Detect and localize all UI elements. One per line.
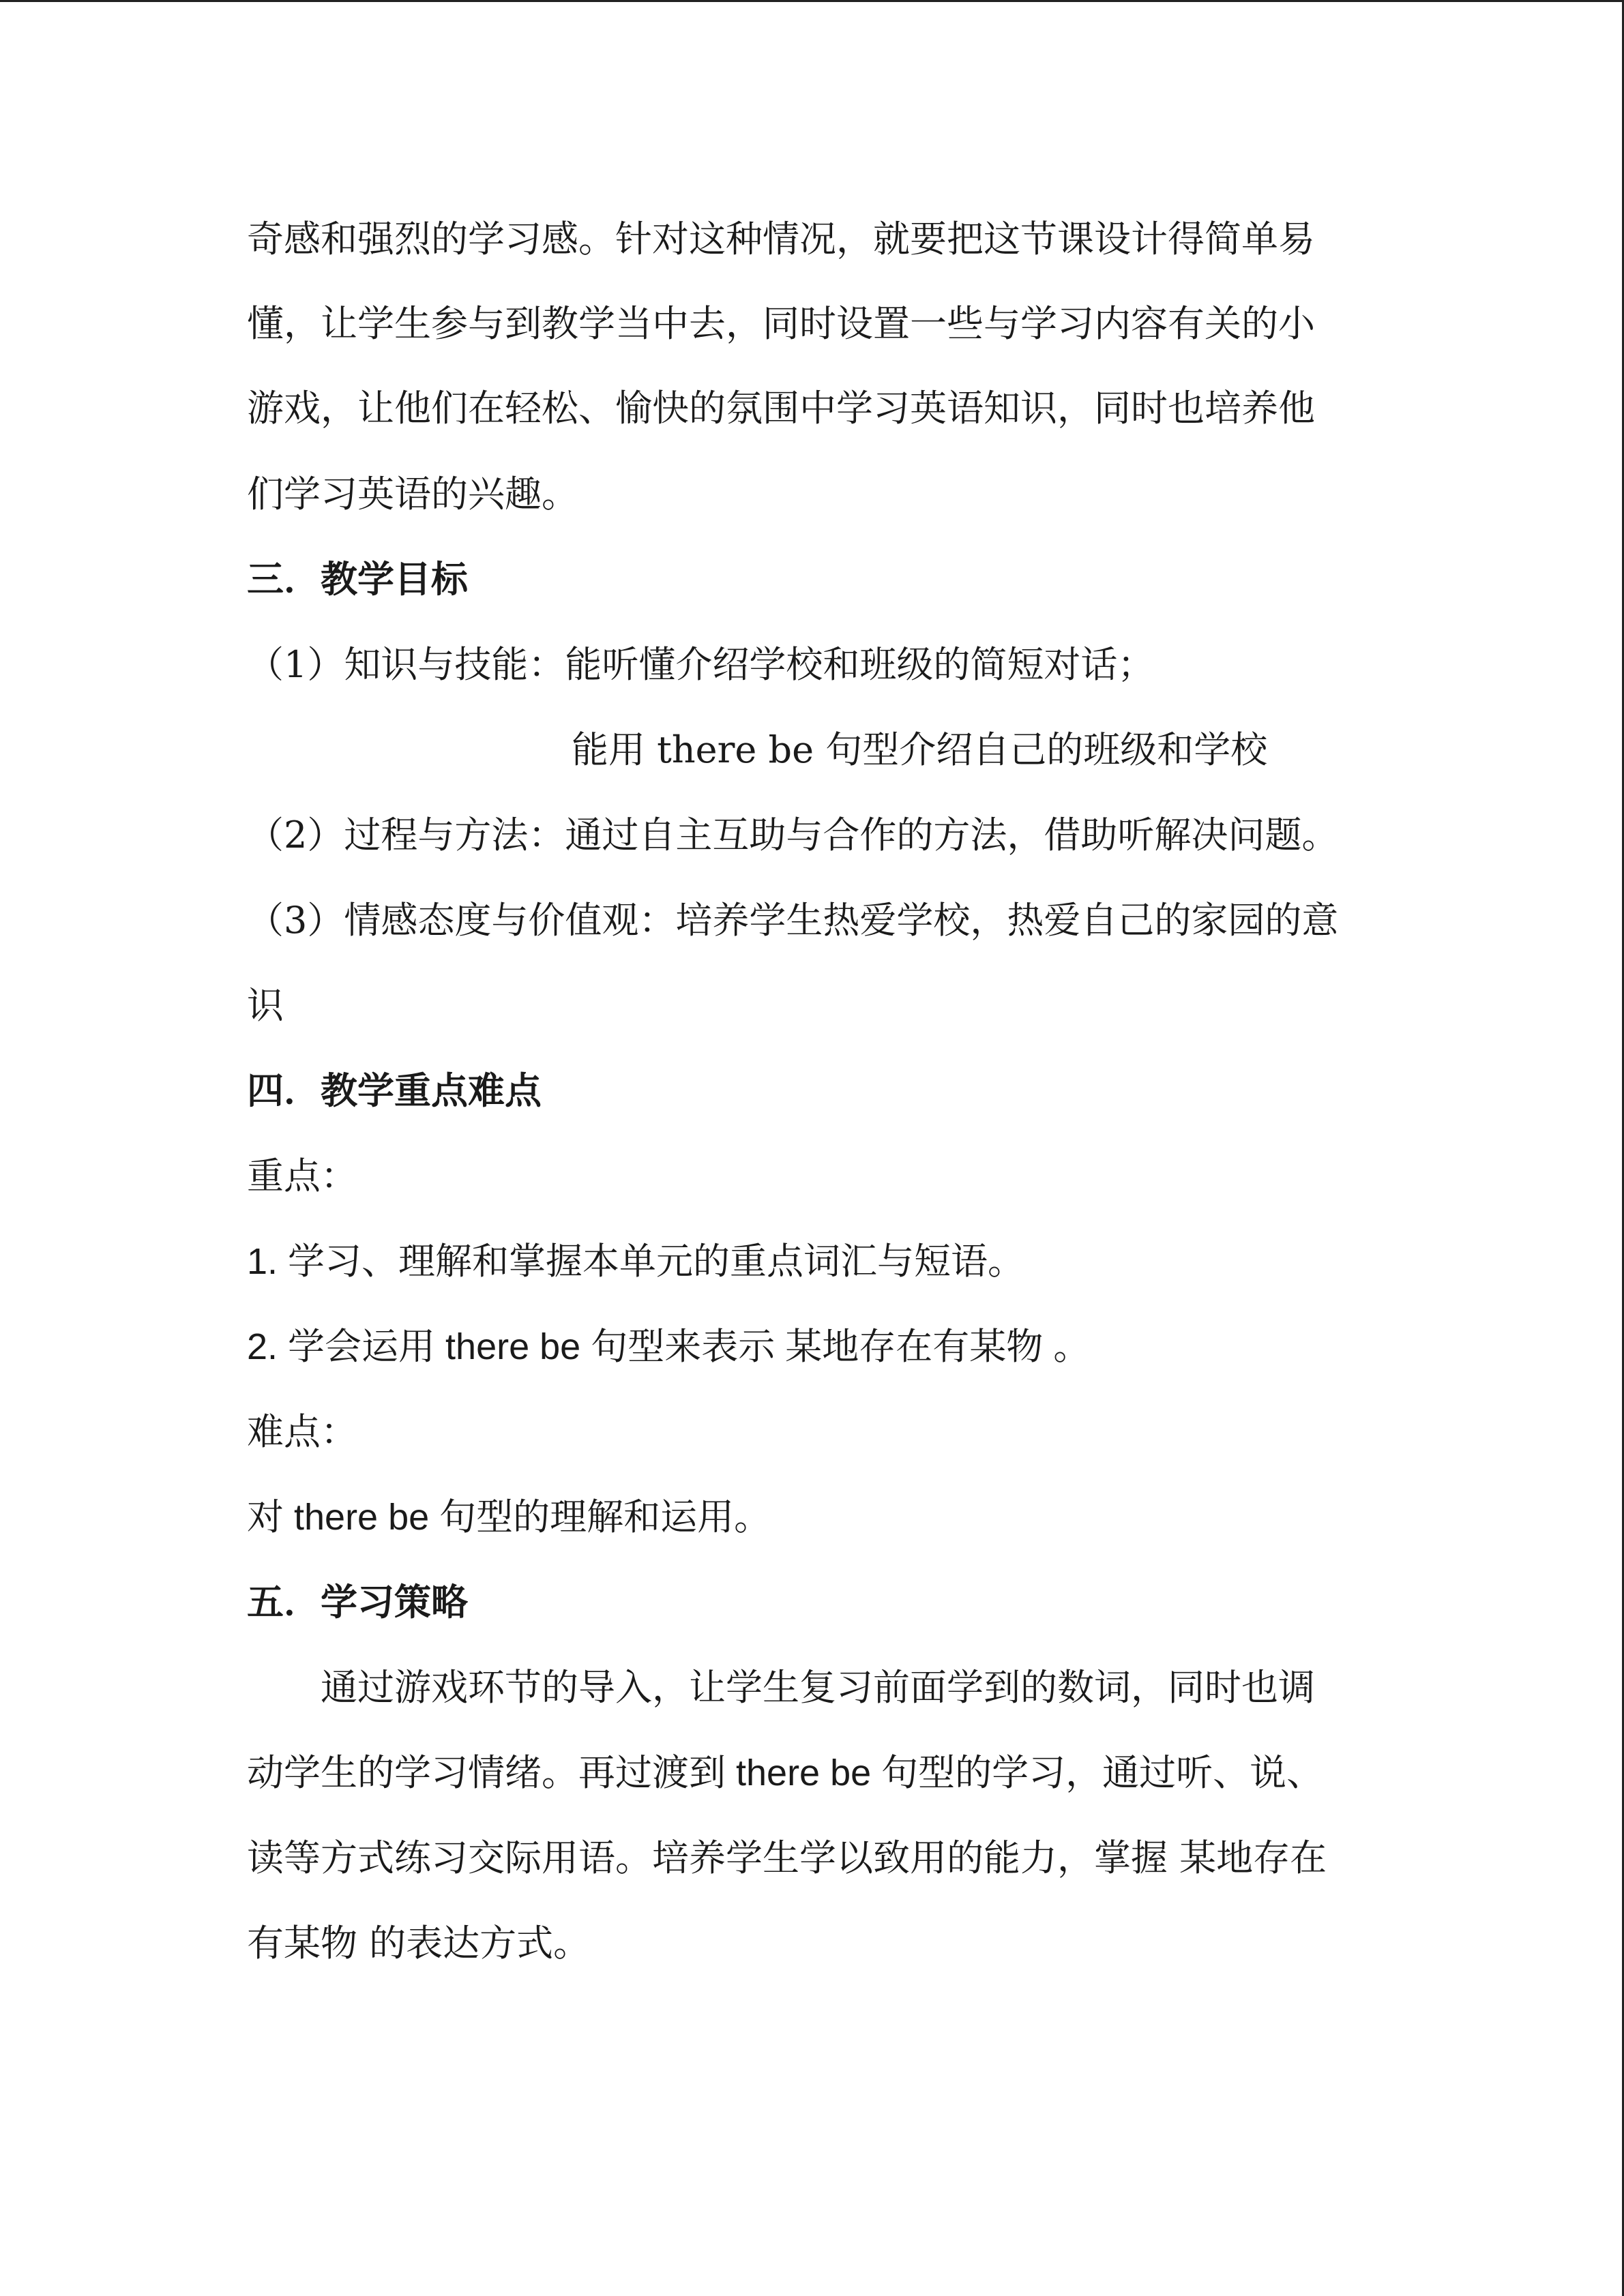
- strategy-line-3: 读等方式练习交际用语。培养学生学以致用的能力，掌握 某地存在: [247, 1836, 1327, 1879]
- key-point-2: 2. 学会运用 there be 句型来表示 某地存在有某物 。: [247, 1326, 1091, 1367]
- goal-knowledge-skills: （1）知识与技能：能听懂介绍学校和班级的简短对话；: [247, 643, 1155, 686]
- intro-line-3: 游戏，让他们在轻松、愉快的氛围中学习英语知识，同时也培养他: [247, 387, 1315, 430]
- goal-attitude-values-line-2: 识: [247, 984, 284, 1027]
- goal-process-method: （2）过程与方法：通过自主互助与合作的方法，借助听解决问题。: [247, 814, 1339, 856]
- difficult-points-label: 难点：: [247, 1410, 357, 1453]
- section-heading-teaching-goals: 三．教学目标: [247, 558, 468, 601]
- key-point-1: 1. 学习、理解和掌握本单元的重点词汇与短语。: [247, 1241, 1025, 1282]
- goal-attitude-values-line-1: （3）情感态度与价值观：培养学生热爱学校，热爱自己的家园的意: [247, 899, 1339, 942]
- intro-line-2: 懂，让学生参与到教学当中去，同时设置一些与学习内容有关的小: [247, 302, 1315, 345]
- intro-line-4: 们学习英语的兴趣。: [247, 473, 578, 516]
- intro-line-1: 奇感和强烈的学习感。针对这种情况，就要把这节课设计得简单易: [247, 218, 1315, 260]
- goal-knowledge-skills-continued: 能用 there be 句型介绍自己的班级和学校: [572, 728, 1268, 771]
- difficult-point-1: 对 there be 句型的理解和运用。: [247, 1497, 771, 1538]
- strategy-line-4: 有某物 的表达方式。: [247, 1922, 591, 1965]
- strategy-line-1: 通过游戏环节的导入，让学生复习前面学到的数词，同时也调: [321, 1666, 1315, 1709]
- strategy-line-2: 动学生的学习情绪。再过渡到 there be 句型的学习，通过听、说、: [247, 1753, 1324, 1793]
- key-points-label: 重点：: [247, 1154, 357, 1197]
- section-heading-key-difficult-points: 四．教学重点难点: [247, 1069, 542, 1112]
- section-heading-learning-strategy: 五．学习策略: [247, 1581, 468, 1624]
